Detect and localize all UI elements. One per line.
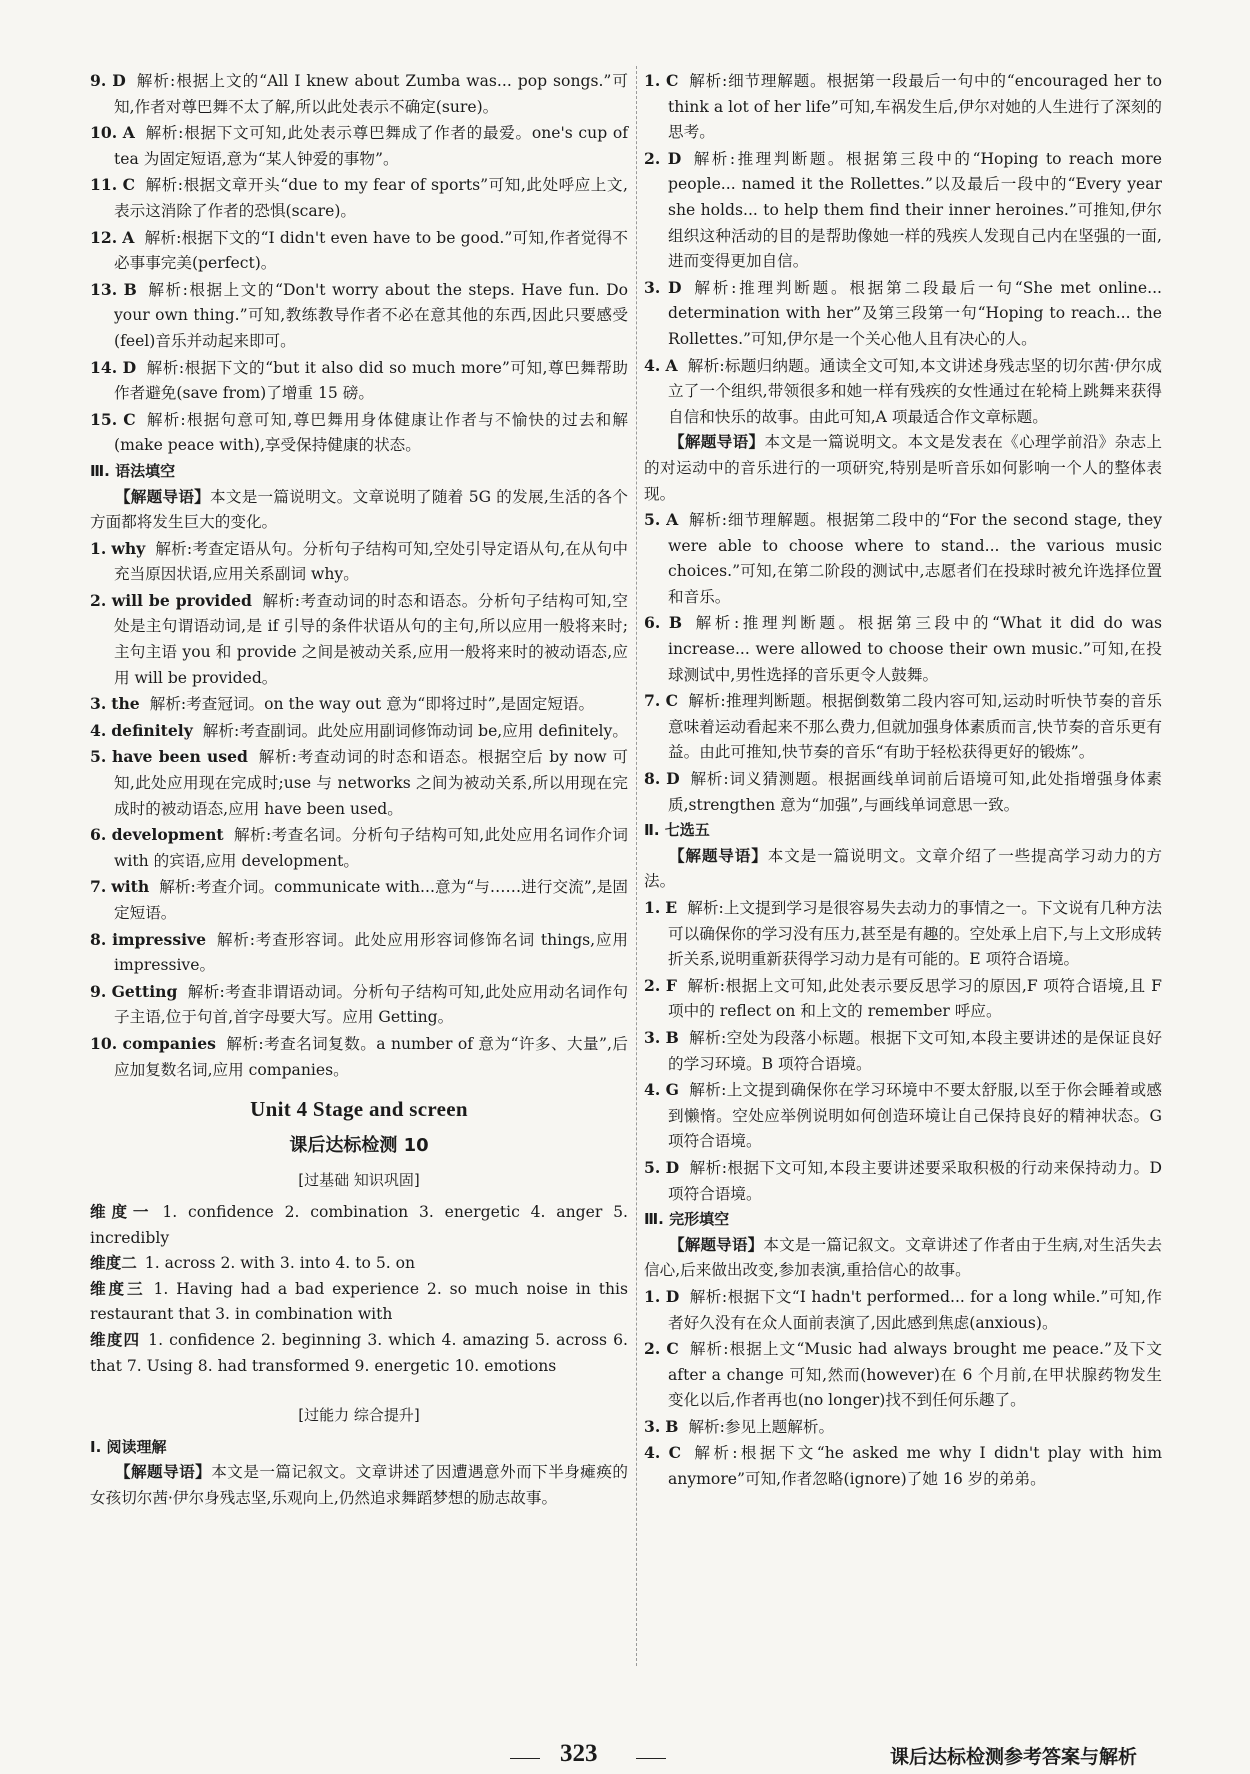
item-number: 3.	[644, 1027, 661, 1047]
item-explanation: 解析:根据文章开头“due to my fear of sports”可知,此处呼应上文,表示这消除了作者的恐惧(scare)。	[114, 176, 628, 220]
footer-dash-right	[636, 1758, 666, 1759]
item-answer: F	[665, 975, 677, 995]
item-answer: B	[123, 279, 137, 299]
item-answer: D	[666, 769, 680, 789]
item-answer: A	[666, 510, 679, 530]
left-column	[90, 68, 628, 1511]
item-answer: D	[668, 277, 682, 297]
item-explanation: 解析:考查形容词。此处应用形容词修饰名词 things,应用 impressive。	[114, 930, 628, 975]
item-answer: Getting	[111, 981, 178, 1001]
answer-item	[90, 172, 628, 224]
answer-item	[644, 1284, 1162, 1336]
item-answer: the	[111, 694, 140, 714]
footer-title: 课后达标检测参考答案与解析	[890, 1746, 1138, 1768]
item-explanation: 解析:上文提到学习是很容易失去动力的事情之一。下文说有几种方法可以确保你的学习没有压力,甚至是有趣的。空处承上启下,与上文形成转折关系,说明重新获得学习动力是有可能的。E 项符合语境。	[668, 899, 1162, 969]
item-answer: A	[665, 355, 678, 375]
dimension-answers-text: 1. confidence 2. combination 3. energetic 4. anger 5. incredibly	[90, 1202, 628, 1247]
reading-answers-1-4	[644, 68, 1162, 430]
dimension-answers-text: 1. across 2. with 3. into 4. to 5. on	[144, 1254, 416, 1273]
item-explanation: 解析:根据下文的“I didn't even have to be good.”可知,作者觉得不必事事完美(perfect)。	[114, 228, 628, 273]
item-explanation: 解析:考查介词。communicate with...意为“与……进行交流”,是固定短语。	[114, 878, 628, 922]
answer-item	[90, 822, 628, 874]
item-number: 13.	[90, 279, 118, 299]
item-explanation: 解析:根据句意可知,尊巴舞用身体健康让作者与不愉快的过去和解(make peace with),享受保持健康的状态。	[114, 410, 628, 455]
guide-label: 【解题导语】	[114, 487, 211, 506]
dimension-answers-text: 1. confidence 2. beginning 3. which 4. amazing 5. across 6. that 7. Using 8. had transformed 9. energetic 10. emotions	[90, 1330, 628, 1375]
answer-item	[644, 766, 1162, 818]
answer-item	[644, 973, 1162, 1025]
item-answer: C	[666, 1339, 679, 1359]
item-answer: D	[112, 71, 126, 90]
item-explanation: 解析:考查动词的时态和语态。根据空后 by now 可知,此处应用现在完成时;use 与 networks 之间为被动关系,所以用现在完成时的被动语态,应用 have been used。	[114, 748, 628, 818]
unit-title: Unit 4 Stage and screen	[250, 1097, 468, 1122]
item-explanation: 解析:根据上文的“All I knew about Zumba was... pop songs.”可知,作者对尊巴舞不太了解,所以此处表示不确定(sure)。	[114, 72, 628, 116]
guide-text: 本文是一篇记叙文。文章讲述了作者由于生病,对生活失去信心,后来做出改变,参加表演,重拾信心的故事。	[644, 1235, 1162, 1280]
answer-item	[644, 146, 1162, 275]
item-explanation: 解析:参见上题解析。	[688, 1417, 835, 1436]
item-explanation: 解析:根据下文可知,此处表示尊巴舞成了作者的最爱。one's cup of tea 为固定短语,意为“某人钟爱的事物”。	[114, 124, 628, 168]
guide-label: 【解题导语】	[668, 846, 768, 865]
guide-text: 本文是一篇说明文。本文是发表在《心理学前沿》杂志上的对运动中的音乐进行的一项研究,特别是听音乐如何影响一个人的整体表现。	[644, 433, 1162, 503]
guide-label: 【解题导语】	[668, 1235, 764, 1254]
answer-item	[90, 691, 628, 718]
item-answer: C	[666, 71, 679, 90]
item-answer: impressive	[112, 929, 207, 949]
item-answer: D	[665, 1286, 680, 1306]
answer-item	[90, 536, 628, 588]
guide-text: 本文是一篇说明文。文章说明了随着 5G 的发展,生活的各个方面都将发生巨大的变化。	[90, 487, 628, 532]
reading-section-heading: Ⅰ. 阅读理解	[90, 1437, 167, 1456]
item-number: 4.	[644, 1080, 661, 1100]
item-explanation: 解析:考查冠词。on the way out 意为“即将过时”,是固定短语。	[149, 695, 595, 714]
answer-item	[644, 895, 1162, 973]
answer-item	[644, 1155, 1162, 1207]
grammar-answers	[90, 536, 628, 1083]
footer-dash-left	[510, 1758, 540, 1759]
answer-item	[90, 68, 628, 120]
item-answer: C	[122, 175, 136, 195]
item-answer: C	[665, 691, 679, 711]
answer-item	[90, 355, 628, 407]
reading-answers-5-8	[644, 507, 1162, 818]
reading-guide	[90, 1460, 628, 1511]
unit-subtitle: 课后达标检测 10	[289, 1134, 429, 1156]
guide-label: 【解题导语】	[114, 1463, 212, 1482]
item-answer: with	[111, 877, 150, 897]
item-number: 4.	[644, 355, 661, 375]
answer-item	[644, 688, 1162, 766]
item-explanation: 解析:上文提到确保你在学习环境中不要太舒服,以至于你会睡着或感到懒惰。空处应举例说明如何创造环境让自己保持良好的精神状态。G 项符合语境。	[668, 1081, 1162, 1151]
answer-item	[644, 1025, 1162, 1077]
reading-answers-9-15	[90, 68, 628, 459]
cloze-section-heading: Ⅲ. 完形填空	[644, 1210, 730, 1229]
item-number: 10.	[90, 1033, 118, 1053]
item-number: 10.	[90, 123, 118, 143]
item-answer: C	[668, 1443, 682, 1463]
item-explanation: 解析:考查动词的时态和语态。分析句子结构可知,空处是主句谓语动词,是 if 引导的条件状语从句的主句,所以应用一般将来时;主句主语 you 和 provide 之间是被动关系,应用一般将来时的被动语态,应用 will be provided。	[114, 591, 628, 687]
item-number: 2.	[644, 1339, 661, 1359]
item-explanation: 解析:推理判断题。根据第二段最后一句“She met online... determination with her”及第三段第一句“Hoping to reach... the Rollettes.”可知,伊尔是一个关心他人且有决心的人。	[668, 278, 1162, 348]
dimension-answers	[90, 1200, 628, 1379]
cloze-answers	[644, 1284, 1162, 1493]
answer-item	[90, 744, 628, 822]
item-explanation: 解析:词义猜测题。根据画线单词前后语境可知,此处指增强身体素质,strengthen 意为“加强”,与画线单词意思一致。	[668, 770, 1162, 814]
dimension-label: 维度二	[90, 1254, 137, 1273]
item-number: 3.	[644, 1416, 661, 1436]
item-explanation: 解析:推理判断题。根据倒数第二段内容可知,运动时听快节奏的音乐意味着运动看起来不那么费力,但就加强身体素质而言,快节奏的音乐更有益。由此可推知,快节奏的音乐“有助于轻松获得更好的锻炼”。	[668, 692, 1162, 762]
reading-guide-2	[644, 430, 1162, 507]
item-explanation: 解析:细节理解题。根据第二段中的“For the second stage, they were able to choose where to stand... the various music choices.”可知,在第二阶段的测试中,志愿者们在投球时被允许选择位置和音乐。	[668, 511, 1162, 606]
dimension-label: 维度四	[90, 1330, 141, 1349]
item-explanation: 解析:根据下文的“but it also did so much more”可知,尊巴舞帮助作者避免(save from)了增重 15 磅。	[114, 358, 628, 403]
item-number: 3.	[90, 694, 107, 714]
item-explanation: 解析:考查副词。此处应用副词修饰动词 be,应用 definitely。	[202, 721, 628, 740]
item-answer: A	[122, 227, 135, 247]
answer-item	[90, 718, 628, 745]
answer-item	[644, 1414, 1162, 1441]
item-number: 2.	[90, 590, 107, 610]
item-answer: B	[665, 1027, 679, 1047]
item-number: 14.	[90, 357, 118, 377]
answer-item	[90, 407, 628, 459]
item-answer: E	[665, 898, 678, 917]
item-explanation: 解析:根据下文“I hadn't performed... for a long while.”可知,作者好久没有在众人面前表演了,因此感到焦虑(anxious)。	[668, 1287, 1162, 1332]
item-explanation: 解析:考查名词。分析句子结构可知,此处应用名词作介词 with 的宾语,应用 development。	[114, 826, 628, 870]
item-number: 15.	[90, 409, 118, 429]
item-answer: companies	[122, 1033, 216, 1053]
item-answer: D	[122, 357, 137, 377]
seven-answers	[644, 895, 1162, 1207]
dimension-row	[90, 1200, 628, 1251]
right-column	[644, 68, 1162, 1493]
item-number: 8.	[90, 929, 107, 949]
seven-section-heading: Ⅱ. 七选五	[644, 821, 710, 840]
item-number: 5.	[644, 1157, 661, 1177]
item-explanation: 解析:根据上文“Music had always brought me peace.”及下文 after a change 可知,然而(however)在 6 个月前,在甲状腺药物发生变化以后,作者再也(no longer)找不到任何乐趣了。	[668, 1340, 1162, 1410]
answer-item	[90, 927, 628, 979]
dimension-row	[90, 1251, 628, 1277]
item-answer: B	[668, 613, 683, 633]
item-answer: D	[667, 148, 682, 168]
guide-text: 本文是一篇记叙文。文章讲述了因遭遇意外而下半身瘫痪的女孩切尔茜·伊尔身残志坚,乐观向上,仍然追求舞蹈梦想的励志故事。	[90, 1463, 628, 1507]
answer-item	[90, 874, 628, 926]
answer-item	[90, 120, 628, 172]
item-explanation: 解析:推理判断题。根据第三段中的“Hoping to reach more people... named it the Rollettes.”以及最后一段中的“Every year she holds... to help them find their inner heroines.”可推知,伊尔组织这种活动的目的是帮助像她一样的残疾人发现自己内在坚强的一面,进而变得更加自信。	[668, 149, 1162, 271]
answer-item	[90, 1031, 628, 1083]
answer-item	[90, 588, 628, 691]
item-number: 9.	[90, 981, 107, 1001]
item-explanation: 解析:根据上文的“Don't worry about the steps. Have fun. Do your own thing.”可知,教练教导作者不必在意其他的东西,因此只要感受(feel)音乐并动起来即可。	[114, 280, 628, 350]
item-number: 12.	[90, 227, 118, 247]
item-answer: A	[122, 123, 135, 143]
answer-item	[644, 1440, 1162, 1492]
cloze-guide	[644, 1233, 1162, 1284]
item-explanation: 解析:根据下文“he asked me why I didn't play with him anymore”可知,作者忽略(ignore)了她 16 岁的弟弟。	[668, 1444, 1162, 1489]
item-number: 5.	[644, 510, 661, 530]
answer-item	[644, 68, 1162, 146]
item-answer: why	[111, 538, 146, 558]
item-number: 2.	[644, 148, 661, 168]
item-explanation: 解析:根据下文可知,本段主要讲述要采取积极的行动来保持动力。D 项符合语境。	[668, 1158, 1162, 1203]
item-number: 11.	[90, 175, 118, 195]
item-explanation: 解析:考查名词复数。a number of 意为“许多、大量”,后应加复数名词,应用 companies。	[114, 1034, 628, 1079]
dimension-row	[90, 1328, 628, 1379]
answer-item	[90, 225, 628, 277]
item-explanation: 解析:根据上文可知,此处表示要反思学习的原因,F 项符合语境,且 F 项中的 reflect on 和上文的 remember 呼应。	[668, 976, 1162, 1021]
item-number: 1.	[644, 71, 661, 90]
grammar-guide	[90, 485, 628, 536]
item-number: 3.	[644, 277, 661, 297]
answer-item	[644, 1336, 1162, 1414]
item-number: 1.	[644, 898, 661, 917]
item-number: 5.	[90, 747, 107, 767]
dimension-label: 维度三	[90, 1279, 146, 1298]
item-number: 7.	[90, 877, 107, 897]
guide-text: 本文是一篇说明文。文章介绍了一些提高学习动力的方法。	[644, 846, 1162, 891]
answer-item	[644, 1077, 1162, 1155]
guide-label: 【解题导语】	[668, 433, 765, 452]
item-number: 6.	[644, 613, 661, 633]
dimension-row	[90, 1277, 628, 1328]
column-divider	[636, 66, 637, 1666]
grammar-section-heading: Ⅲ. 语法填空	[90, 461, 176, 480]
dimension-answers-text: 1. Having had a bad experience 2. so much noise in this restaurant that 3. in combination with	[90, 1279, 628, 1324]
item-answer: G	[665, 1080, 679, 1100]
item-answer: will be provided	[111, 590, 252, 610]
item-explanation: 解析:细节理解题。根据第一段最后一句中的“encouraged her to think a lot of her life”可知,车祸发生后,伊尔对她的人生进行了深刻的思考。	[668, 72, 1162, 142]
item-explanation: 解析:标题归纳题。通读全文可知,本文讲述身残志坚的切尔茜·伊尔成立了一个组织,带领很多和她一样有残疾的女性通过在轮椅上跳舞来获得自信和快乐的故事。由此可知,A 项最适合作文章标题。	[668, 356, 1162, 426]
item-number: 4.	[644, 1443, 661, 1463]
answer-item	[90, 277, 628, 355]
item-answer: development	[111, 825, 224, 845]
item-explanation: 解析:空处为段落小标题。根据下文可知,本段主要讲述的是保证良好的学习环境。B 项符合语境。	[668, 1028, 1162, 1073]
item-number: 2.	[644, 975, 661, 995]
item-explanation: 解析:考查非谓语动词。分析句子结构可知,此处应用动名词作句子主语,位于句首,首字母要大写。应用 Getting。	[114, 982, 628, 1027]
item-answer: C	[123, 409, 136, 429]
item-answer: D	[665, 1157, 680, 1177]
item-number: 8.	[644, 769, 661, 789]
ability-heading: [过能力 综合提升]	[298, 1406, 420, 1425]
item-explanation: 解析:考查定语从句。分析句子结构可知,空处引导定语从句,在从句中充当原因状语,应用关系副词 why。	[114, 539, 628, 584]
item-answer: B	[665, 1416, 679, 1436]
answer-item	[644, 610, 1162, 688]
item-explanation: 解析:推理判断题。根据第三段中的“What it did do was increase... were allowed to choose their own music.”可知,在投球测试中,男性选择的音乐更令人鼓舞。	[668, 614, 1162, 684]
item-number: 6.	[90, 825, 107, 845]
basic-heading: [过基础 知识巩固]	[298, 1171, 420, 1190]
item-answer: definitely	[111, 720, 193, 740]
dimension-label: 维度一	[90, 1202, 155, 1221]
item-answer: have been used	[112, 747, 248, 767]
item-number: 1.	[644, 1286, 661, 1306]
answer-item	[644, 353, 1162, 431]
answer-item	[644, 507, 1162, 610]
page-number: 323	[560, 1740, 598, 1767]
item-number: 7.	[644, 691, 661, 711]
seven-guide	[644, 844, 1162, 895]
item-number: 4.	[90, 720, 107, 740]
item-number: 9.	[90, 71, 107, 90]
answer-item	[644, 275, 1162, 353]
answer-item	[90, 979, 628, 1031]
item-number: 1.	[90, 538, 107, 558]
